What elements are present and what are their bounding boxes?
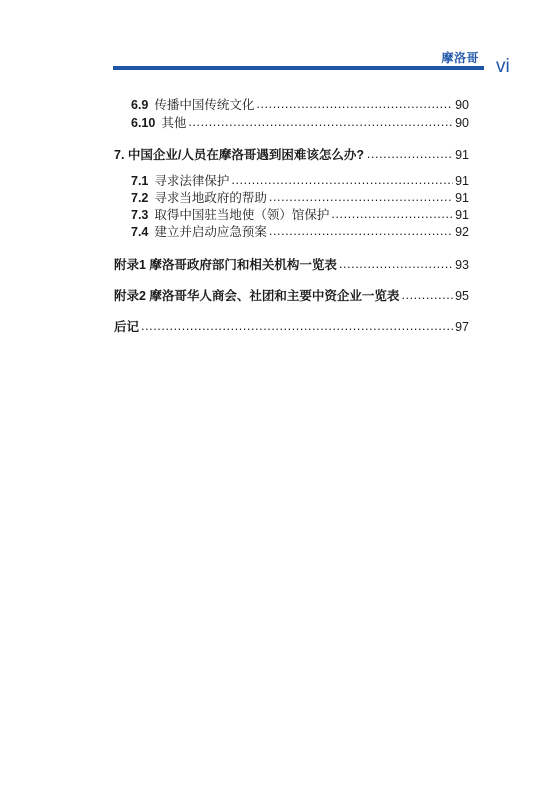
toc-leader-dots (401, 287, 453, 303)
toc-entry-7-3[interactable] (131, 207, 469, 223)
toc-entry-page: 90 (455, 116, 469, 130)
toc-leader-dots (269, 189, 453, 205)
toc-entry-number: 7.4 (131, 225, 149, 239)
toc-entry-title: 附录1 摩洛哥政府部门和相关机构一览表 (114, 258, 337, 272)
toc-entry-chapter-7[interactable] (114, 147, 469, 163)
toc-entry-page: 91 (455, 174, 469, 188)
toc-entry-page: 91 (455, 208, 469, 222)
toc-entry-7-2[interactable] (131, 190, 469, 206)
toc-entry-page: 90 (455, 98, 469, 112)
toc-entry-7-1[interactable] (131, 173, 469, 189)
toc-entry-appendix-2[interactable] (114, 288, 469, 304)
page-number: vi (496, 56, 510, 77)
toc-entry-page: 91 (455, 148, 469, 162)
toc-entry-title: 后记 (114, 320, 140, 334)
toc-entry-title: 附录2 摩洛哥华人商会、社团和主要中资企业一览表 (114, 289, 400, 303)
toc-entry-title: 传播中国传统文化 (154, 98, 255, 112)
toc-entry-6-10[interactable] (131, 115, 469, 131)
toc-entry-postscript[interactable] (114, 319, 469, 335)
toc-entry-number: 7.2 (131, 191, 149, 205)
toc-entry-title: 7. 中国企业/人员在摩洛哥遇到困难该怎么办? (114, 148, 365, 162)
toc-entry-6-9[interactable] (131, 97, 469, 113)
toc-leader-dots (331, 206, 453, 222)
toc-entry-page: 97 (455, 320, 469, 334)
toc-leader-dots (367, 146, 453, 162)
toc-entry-appendix-1[interactable] (114, 257, 469, 273)
toc-leader-dots (231, 172, 453, 188)
toc-leader-dots (256, 96, 453, 112)
toc-entry-page: 92 (455, 225, 469, 239)
toc-leader-dots (339, 256, 453, 272)
toc-leader-dots (188, 114, 453, 130)
toc-entry-title: 其他 (161, 116, 187, 130)
toc-entry-number: 6.10 (131, 116, 156, 130)
toc-entry-7-4[interactable] (131, 224, 469, 240)
toc-entry-title: 取得中国驻当地使（领）馆保护 (154, 208, 330, 222)
toc-entry-title: 寻求当地政府的帮助 (154, 191, 267, 205)
toc-entry-number: 7.1 (131, 174, 149, 188)
toc-entry-page: 93 (455, 258, 469, 272)
toc-entry-page: 95 (455, 289, 469, 303)
header-title: 摩洛哥 (441, 51, 479, 65)
toc-entry-title: 建立并启动应急预案 (154, 225, 267, 239)
toc-leader-dots (141, 318, 453, 334)
toc-entry-page: 91 (455, 191, 469, 205)
toc-leader-dots (269, 223, 453, 239)
toc-entry-number: 7.3 (131, 208, 149, 222)
toc-entry-number: 6.9 (131, 98, 149, 112)
toc-entry-title: 寻求法律保护 (154, 174, 230, 188)
